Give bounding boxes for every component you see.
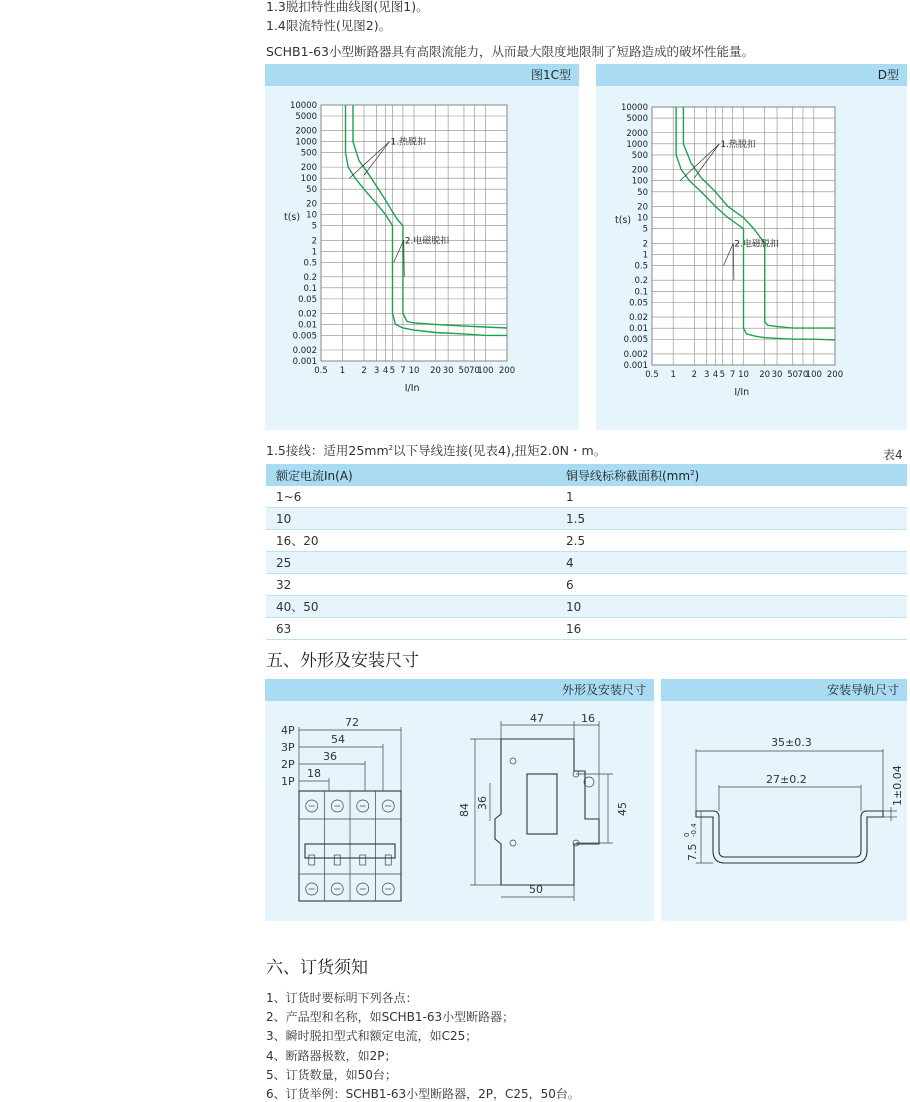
y-tick-label: 0.05 [629, 298, 648, 309]
y-tick-label: 2 [311, 236, 317, 247]
table-row [266, 552, 907, 574]
order-item: 3、瞬时脱扣型式和额定电流，如C25； [266, 1029, 478, 1044]
y-tick-label: 10000 [289, 101, 317, 111]
col-header-current: 额定电流In(A) [266, 464, 556, 486]
order-item: 6、订货举例：SCHB1-63小型断路器，2P，C25，50台。 [266, 1087, 580, 1101]
rail-drawing [661, 679, 907, 921]
trip-curve-chart-d [596, 64, 907, 430]
x-axis-label: I/In [404, 383, 420, 394]
dim-1p: 18 [307, 767, 321, 780]
annotation-thermal: 1.热脱扣 [390, 137, 427, 148]
cell-rated-current: 40、50 [266, 596, 556, 618]
cell-rated-current: 63 [266, 618, 556, 640]
x-tick-label: 2 [361, 366, 367, 376]
y-tick-label: 0.2 [303, 272, 317, 283]
x-tick-label: 5 [719, 370, 726, 380]
y-tick-label: 0.02 [298, 309, 317, 320]
y-tick-label: 200 [631, 165, 648, 176]
y-tick-label: 10000 [620, 103, 648, 113]
pole-label-4p: 4P [281, 724, 295, 737]
toggle-lever [360, 855, 366, 865]
side-dim-50: 50 [529, 883, 543, 896]
x-tick-label: 30 [442, 366, 454, 376]
y-tick-label: 100 [300, 174, 317, 185]
y-tick-label: 200 [300, 163, 317, 174]
y-tick-label: 20 [637, 202, 648, 213]
y-axis-label: t(s) [284, 212, 301, 224]
wiring-sup: 2 [388, 443, 394, 452]
cell-wire-area: 4 [556, 552, 907, 574]
side-dim-16: 16 [581, 712, 595, 725]
section6-title: 六、订货须知 [266, 958, 368, 978]
rail-dim-35: 35±0.3 [771, 736, 812, 749]
y-tick-label: 1 [642, 250, 648, 261]
dim-2p: 36 [323, 750, 337, 763]
pole-label-1p: 1P [281, 775, 295, 788]
x-tick-label: 70 [797, 370, 809, 380]
cell-rated-current: 25 [266, 552, 556, 574]
col-header-area: 铜导线标称截面积$(mm^2)$ [556, 464, 907, 486]
x-tick-label: 2 [691, 370, 698, 380]
table-row [266, 596, 907, 618]
cell-wire-area: 6 [556, 574, 907, 596]
wire-size-table [266, 464, 907, 640]
x-tick-label: 0.5 [314, 366, 328, 376]
x-tick-label: 4 [382, 366, 389, 376]
y-tick-label: 20 [306, 199, 317, 210]
intro-line-1: 1.3脱扣特性曲线图(见图1)。 [266, 0, 429, 14]
toggle-lever [309, 855, 315, 865]
side-dim-45: 45 [616, 802, 629, 816]
rail-dim-tol-lower: -0.4 [690, 823, 698, 837]
table-header-row [266, 464, 907, 486]
chart-title: 图1C型 [265, 64, 579, 86]
table-row [266, 618, 907, 640]
dim-3p: 54 [331, 733, 345, 746]
cell-wire-area: 1 [556, 486, 907, 508]
y-tick-label: 0.1 [634, 287, 648, 298]
x-axis-label: I/In [734, 387, 750, 398]
x-tick-label: 7 [400, 366, 406, 376]
chart-panel-d [596, 64, 907, 430]
x-tick-label: 1 [670, 370, 676, 380]
pole-label-3p: 3P [281, 741, 295, 754]
y-tick-label: 2000 [626, 128, 648, 139]
rail-dim-27: 27±0.2 [766, 773, 807, 786]
x-tick-label: 50 [787, 370, 799, 380]
chart-title: D型 [596, 64, 907, 86]
y-tick-label: 1000 [626, 139, 648, 150]
section5-title: 五、外形及安装尺寸 [266, 651, 419, 671]
annotation-magnetic: 2.电磁脱扣 [734, 239, 779, 250]
cell-rated-current: 1~6 [266, 486, 556, 508]
y-tick-label: 50 [306, 185, 317, 196]
toggle-lever [334, 855, 340, 865]
y-tick-label: 0.002 [623, 349, 648, 360]
rail-dim-thickness: 1±0.04 [891, 765, 904, 806]
cell-wire-area: 2.5 [556, 530, 907, 552]
x-tick-label: 100 [477, 366, 494, 376]
table-label: 表4 [883, 448, 903, 462]
y-tick-label: 0.01 [298, 320, 317, 331]
y-tick-label: 10 [306, 210, 317, 221]
table-row [266, 530, 907, 552]
order-item: 5、订货数量，如50台； [266, 1067, 397, 1082]
y-tick-label: 10 [637, 213, 648, 224]
wiring-text-part2: 以下导线连接(见表4),扭矩2.0N・m。 [393, 443, 607, 458]
cell-wire-area: 1.5 [556, 508, 907, 530]
y-tick-label: 500 [631, 150, 648, 161]
y-tick-label: 0.005 [292, 331, 317, 342]
cell-rated-current: 32 [266, 574, 556, 596]
y-tick-label: 0.001 [292, 357, 317, 367]
y-tick-label: 1 [311, 247, 317, 258]
y-tick-label: 0.02 [629, 313, 648, 324]
intro-line-3: SCHB1-63小型断路器具有高限流能力，从而最大限度地限制了短路造成的破坏性能量。 [266, 44, 755, 59]
y-axis-label: t(s) [615, 215, 632, 227]
x-tick-label: 200 [826, 370, 844, 380]
trip-curve-chart-c [265, 64, 579, 430]
x-tick-label: 20 [430, 366, 441, 376]
x-tick-label: 20 [759, 370, 771, 380]
x-tick-label: 7 [729, 370, 736, 380]
y-tick-label: 5 [642, 224, 648, 235]
annotation-magnetic: 2.电磁脱扣 [404, 236, 450, 247]
rail-panel-title: 安装导轨尺寸 [661, 679, 907, 701]
y-tick-label: 5000 [295, 112, 317, 123]
x-tick-label: 50 [458, 366, 470, 376]
x-tick-label: 3 [704, 370, 710, 380]
x-tick-label: 10 [408, 366, 420, 376]
x-tick-label: 0.5 [645, 370, 659, 380]
y-tick-label: 5000 [626, 114, 648, 125]
y-tick-label: 100 [631, 176, 648, 187]
side-dim-84: 84 [458, 803, 471, 817]
rail-dim-height: 7.5 [686, 843, 699, 861]
order-item: 4、断路器极数，如2P； [266, 1048, 397, 1063]
y-tick-label: 0.5 [303, 258, 317, 269]
y-tick-label: 500 [300, 148, 317, 159]
cell-wire-area: 10 [556, 596, 907, 618]
annotation-thermal: 1.热脱扣 [720, 139, 756, 150]
x-tick-label: 200 [498, 366, 516, 376]
y-tick-label: 0.001 [623, 361, 648, 371]
table-row [266, 486, 907, 508]
x-tick-label: 5 [389, 366, 396, 376]
outline-panel-title: 外形及安装尺寸 [265, 679, 654, 701]
y-tick-label: 0.005 [623, 335, 648, 346]
wiring-text-part1: 1.5接线：适用25mm [266, 443, 389, 458]
side-dim-47: 47 [530, 712, 544, 725]
outline-drawing [265, 679, 654, 921]
x-tick-label: 3 [373, 366, 380, 376]
y-tick-label: 0.5 [634, 261, 648, 272]
intro-line-2: 1.4限流特性(见图2)。 [266, 18, 392, 33]
y-tick-label: 0.01 [629, 324, 648, 335]
side-dim-36: 36 [476, 796, 489, 810]
y-tick-label: 0.2 [634, 276, 648, 287]
y-tick-label: 5 [311, 221, 317, 232]
x-tick-label: 1 [339, 366, 346, 376]
rail-dim-tol-upper: 0 [683, 832, 691, 837]
y-tick-label: 2 [642, 239, 648, 250]
y-tick-label: 1000 [295, 137, 317, 148]
y-tick-label: 0.002 [292, 345, 317, 356]
toggle-lever [385, 855, 391, 865]
chart-panel-c [265, 64, 579, 430]
y-tick-label: 0.05 [298, 294, 317, 305]
cell-wire-area: 16 [556, 618, 907, 640]
order-item: 2、产品型和名称，如SCHB1-63小型断路器； [266, 1010, 515, 1025]
rail-dim-panel [661, 679, 907, 921]
x-tick-label: 4 [712, 370, 719, 380]
outline-dim-panel [265, 679, 654, 921]
pole-label-2p: 2P [281, 758, 295, 771]
cell-rated-current: 16、20 [266, 530, 556, 552]
wiring-text [266, 441, 606, 459]
y-tick-label: 50 [637, 187, 648, 198]
y-tick-label: 2000 [295, 126, 317, 137]
dim-4p: 72 [345, 716, 359, 729]
table-row [266, 508, 907, 530]
y-tick-label: 0.1 [303, 283, 317, 294]
x-tick-label: 100 [805, 370, 822, 380]
x-tick-label: 70 [468, 366, 480, 376]
x-tick-label: 10 [738, 370, 749, 380]
table-row [266, 574, 907, 596]
cell-rated-current: 10 [266, 508, 556, 530]
x-tick-label: 30 [771, 370, 783, 380]
order-item: 1、订货时要标明下列各点： [266, 991, 418, 1005]
